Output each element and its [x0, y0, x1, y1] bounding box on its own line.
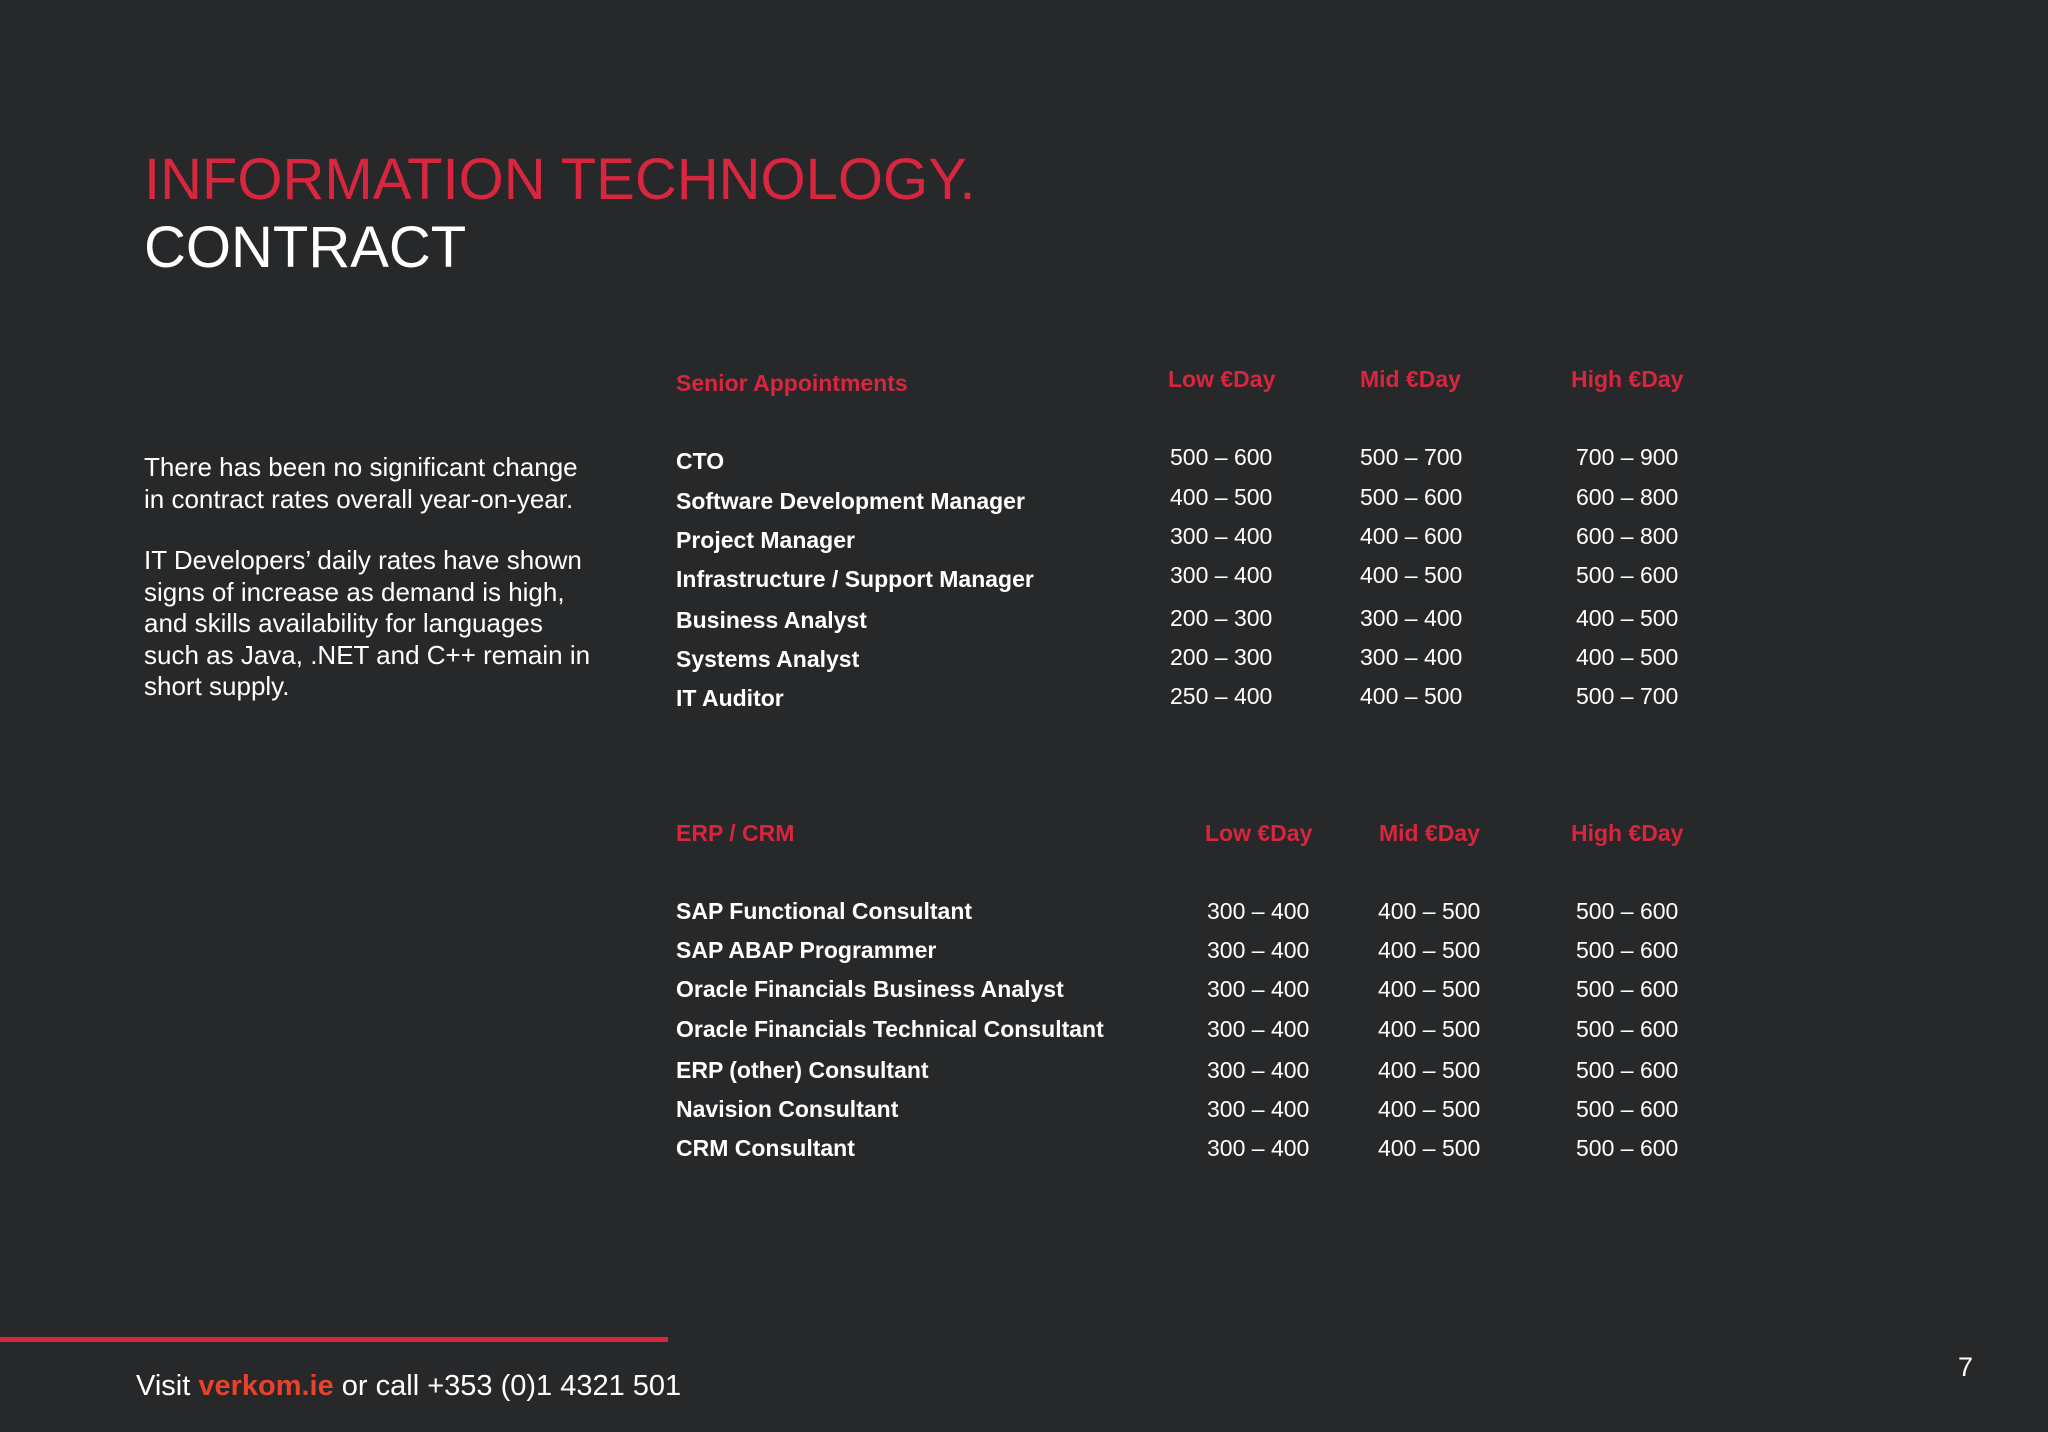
rate-high: 500 – 600	[1576, 1057, 1679, 1083]
rate-low: 300 – 400	[1207, 976, 1310, 1002]
rate-low: 200 – 300	[1170, 605, 1273, 631]
rate-mid: 400 – 500	[1378, 1057, 1481, 1083]
role-name: Navision Consultant	[676, 1096, 899, 1122]
intro-paragraph-2: IT Developers’ daily rates have shown signs of increase as demand is high, and skills availability for languages such as Java, .NET and C++ remain in short supply.	[144, 545, 591, 701]
rate-mid: 300 – 400	[1360, 605, 1463, 631]
role-name: SAP ABAP Programmer	[676, 937, 937, 963]
rate-mid: 400 – 500	[1378, 1016, 1481, 1042]
rate-low: 300 – 400	[1207, 1016, 1310, 1042]
table-row	[676, 1057, 1776, 1096]
role-name: Oracle Financials Business Analyst	[676, 976, 1064, 1002]
rate-mid: 400 – 500	[1378, 1135, 1481, 1161]
role-name: CRM Consultant	[676, 1135, 855, 1161]
footer-phone: or call +353 (0)1 4321 501	[333, 1370, 682, 1402]
role-name: ERP (other) Consultant	[676, 1057, 929, 1083]
rate-high: 700 – 900	[1576, 444, 1679, 470]
table-row	[676, 685, 1776, 724]
role-name: Systems Analyst	[676, 646, 860, 672]
table-row	[676, 937, 1776, 976]
intro-paragraph-1: There has been no significant change in contract rates overall year-on-year.	[144, 452, 578, 514]
rate-mid: 400 – 500	[1378, 976, 1481, 1002]
rate-high: 500 – 600	[1576, 898, 1679, 924]
table-row	[676, 1096, 1776, 1135]
rate-low: 300 – 400	[1170, 523, 1273, 549]
rate-high: 500 – 600	[1576, 1096, 1679, 1122]
rate-high: 600 – 800	[1576, 523, 1679, 549]
rate-mid: 400 – 500	[1360, 683, 1463, 709]
table-row	[676, 1135, 1776, 1174]
rate-high: 500 – 600	[1576, 1016, 1679, 1042]
table-row	[676, 484, 1776, 527]
rate-mid: 500 – 700	[1360, 444, 1463, 470]
rate-mid: 300 – 400	[1360, 644, 1463, 670]
page-number: 7	[1958, 1352, 1974, 1382]
rate-low: 300 – 400	[1207, 1057, 1310, 1083]
rate-low: 400 – 500	[1170, 484, 1273, 510]
table-row	[676, 523, 1776, 566]
rate-high: 500 – 600	[1576, 562, 1679, 588]
rate-high: 500 – 700	[1576, 683, 1679, 709]
erp-col-high: High €Day	[1571, 820, 1684, 846]
rate-mid: 400 – 500	[1378, 1096, 1481, 1122]
rate-high: 400 – 500	[1576, 605, 1679, 631]
table-row	[676, 976, 1776, 1015]
table-row	[676, 898, 1776, 937]
rate-mid: 500 – 600	[1360, 484, 1463, 510]
footer-contact	[136, 1370, 681, 1403]
page-title-line2: CONTRACT	[144, 215, 467, 280]
footer-prefix: Visit	[136, 1370, 199, 1402]
rate-mid: 400 – 500	[1360, 562, 1463, 588]
senior-heading: Senior Appointments	[676, 370, 908, 396]
rate-high: 400 – 500	[1576, 644, 1679, 670]
website-link[interactable]: verkom.ie	[198, 1370, 334, 1402]
rate-mid: 400 – 500	[1378, 937, 1481, 963]
role-name: Software Development Manager	[676, 488, 1025, 514]
rate-high: 500 – 600	[1576, 1135, 1679, 1161]
table-row	[676, 444, 1776, 487]
role-name: CTO	[676, 448, 725, 474]
page-title-line1: INFORMATION TECHNOLOGY.	[144, 147, 976, 212]
senior-col-low: Low €Day	[1168, 366, 1276, 392]
table-row	[676, 1016, 1776, 1055]
rate-low: 300 – 400	[1207, 1096, 1310, 1122]
rate-low: 300 – 400	[1207, 898, 1310, 924]
footer-divider	[0, 1337, 668, 1342]
rate-high: 600 – 800	[1576, 484, 1679, 510]
rate-mid: 400 – 600	[1360, 523, 1463, 549]
rate-low: 300 – 400	[1207, 1135, 1310, 1161]
role-name: Project Manager	[676, 527, 855, 553]
erp-col-mid: Mid €Day	[1379, 820, 1480, 846]
table-row	[676, 562, 1776, 605]
role-name: Infrastructure / Support Manager	[676, 566, 1034, 592]
role-name: SAP Functional Consultant	[676, 898, 973, 924]
table-row	[676, 646, 1776, 685]
erp-col-low: Low €Day	[1205, 820, 1313, 846]
rate-low: 500 – 600	[1170, 444, 1273, 470]
role-name: Oracle Financials Technical Consultant	[676, 1016, 1104, 1042]
table-row	[676, 607, 1776, 646]
intro-text	[144, 452, 604, 733]
rate-high: 500 – 600	[1576, 937, 1679, 963]
rate-low: 250 – 400	[1170, 683, 1273, 709]
role-name: Business Analyst	[676, 607, 867, 633]
role-name: IT Auditor	[676, 685, 784, 711]
rate-high: 500 – 600	[1576, 976, 1679, 1002]
erp-heading: ERP / CRM	[676, 820, 795, 846]
rate-mid: 400 – 500	[1378, 898, 1481, 924]
rate-low: 300 – 400	[1207, 937, 1310, 963]
senior-col-mid: Mid €Day	[1360, 366, 1461, 392]
senior-col-high: High €Day	[1571, 366, 1684, 392]
rate-low: 200 – 300	[1170, 644, 1273, 670]
rate-low: 300 – 400	[1170, 562, 1273, 588]
